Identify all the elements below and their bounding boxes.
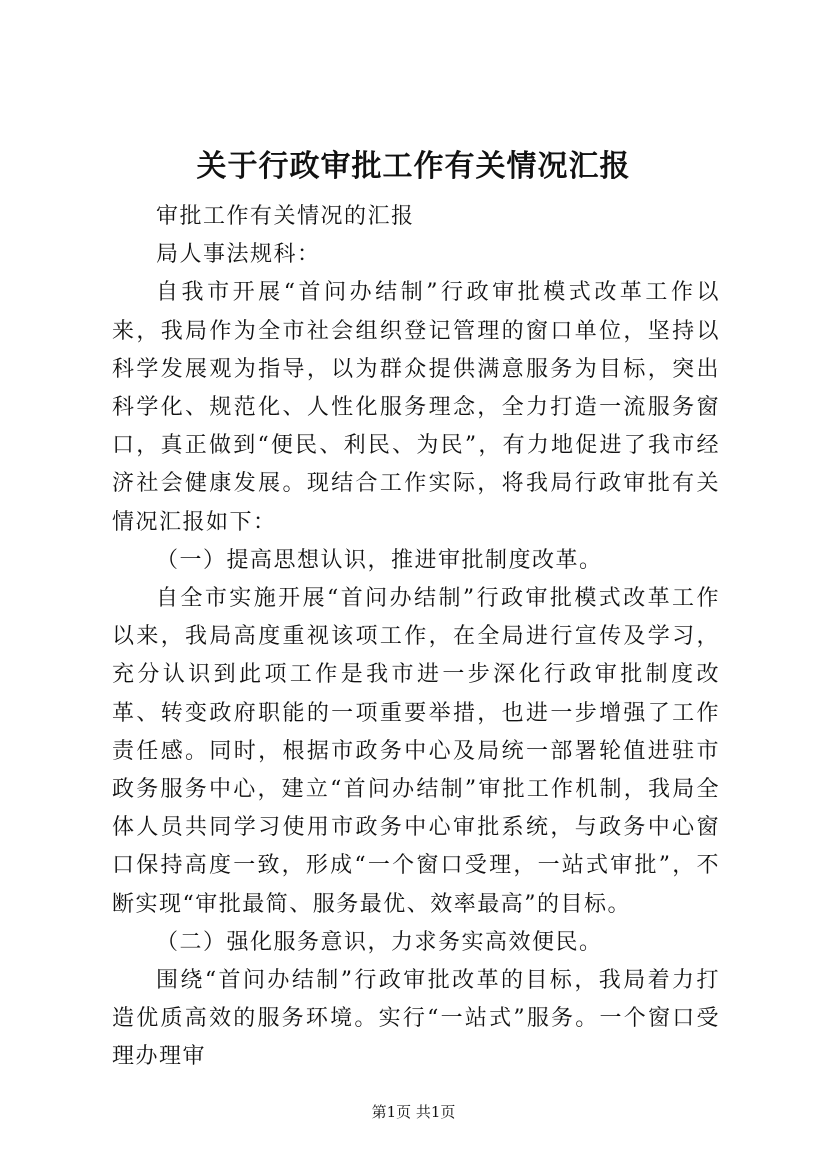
section-heading-1: （一）提高思想认识，推进审批制度改革。 <box>156 547 603 573</box>
body-paragraph-2: 围绕“首问办结制”行政审批改革的目标，我局着力打造优质高效的服务环境。实行“一站式”服务。一个窗口受理办理审 <box>112 968 720 1070</box>
section-heading-2: （二）强化服务意识，力求务实高效便民。 <box>156 929 603 955</box>
page-footer: 第1页 共1页 <box>371 1103 456 1121</box>
document-body <box>112 198 720 1077</box>
body-paragraph-1: 自全市实施开展“首问办结制”行政审批模式改革工作以来，我局高度重视该项工作，在全局进行宣传及学习，充分认识到此项工作是我市进一步深化行政审批制度改革、转变政府职能的一项重要举措，也进一步增强了工作责任感。同时，根据市政务中心及局统一部署轮值进驻市政务服务中心，建立“首问办结制”审批工作机制，我局全体人员共同学习使用市政务中心审批系统，与政务中心窗口保持高度一致，形成“一个窗口受理，一站式审批”，不断实现“审批最简、服务最优、效率最高”的目标。 <box>112 586 720 917</box>
intro-paragraph: 自我市开展“首问办结制”行政审批模式改革工作以来，我局作为全市社会组织登记管理的窗口单位，坚持以科学发展观为指导，以为群众提供满意服务为目标，突出科学化、规范化、人性化服务理念，全力打造一流服务窗口，真正做到“便民、利民、为民”，有力地促进了我市经济社会健康发展。现结合工作实际，将我局行政审批有关情况汇报如下： <box>112 280 720 535</box>
addressee-paragraph: 局人事法规科： <box>156 242 321 268</box>
document-title: 关于行政审批工作有关情况汇报 <box>196 149 631 184</box>
subtitle-paragraph: 审批工作有关情况的汇报 <box>156 204 415 229</box>
